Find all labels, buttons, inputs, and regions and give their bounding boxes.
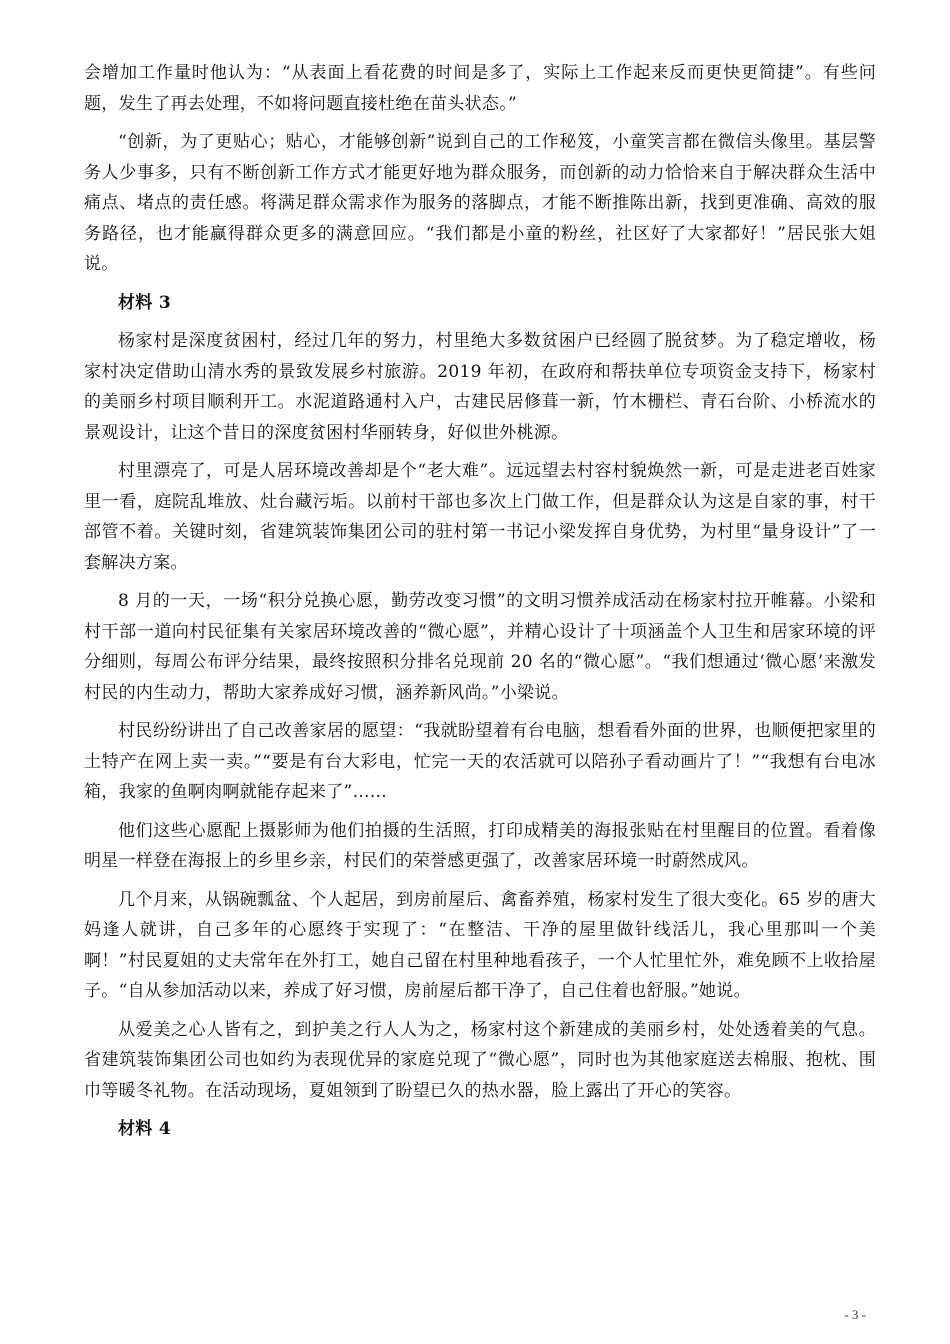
- section-heading-material-3: 材料 3: [118, 292, 171, 313]
- paragraph-9: 从爱美之心人皆有之，到护美之行人人为之，杨家村这个新建成的美丽乡村，处处透着美的气息。省建筑装饰集团公司也如约为表现优异的家庭兑现了“微心愿”，同时也为其他家庭送去棉服、抱枕、围巾等暖冬礼物。在活动现场，夏姐领到了盼望已久的热水器，脸上露出了开心的笑容。: [84, 1019, 876, 1101]
- paragraph-8: 几个月来，从锅碗瓢盆、个人起居，到房前屋后、禽畜养殖，杨家村发生了很大变化。65 岁的唐大妈逢人就讲，自己多年的心愿终于实现了：“在整洁、干净的屋里做针线活儿，我心里那叫一个美啊！”村民夏姐的丈夫常年在外打工，她自己留在村里种地看孩子，一个人忙里忙外，难免顾不上收拾屋子。“自从参加活动以来，养成了好习惯，房前屋后都干净了，自己住着也舒服。”她说。: [84, 889, 876, 1001]
- page-number: - 3 -: [844, 1307, 866, 1322]
- document-page: [84, 58, 876, 1153]
- paragraph-4: 村里漂亮了，可是人居环境改善却是个“老大难”。远远望去村容村貌焕然一新，可是走进老百姓家里一看，庭院乱堆放、灶台藏污垢。以前村干部也多次上门做工作，但是群众认为这是自家的事，村干部管不着。关键时刻，省建筑装饰集团公司的驻村第一书记小梁发挥自身优势，为村里“量身设计”了一套解决方案。: [84, 461, 876, 573]
- paragraph-2: “创新，为了更贴心；贴心，才能够创新”说到自己的工作秘笈，小童笑言都在微信头像里。基层警务人少事多，只有不断创新工作方式才能更好地为群众服务，而创新的动力恰恰来自于解决群众生活中痛点、堵点的责任感。将满足群众需求作为服务的落脚点，才能不断推陈出新，找到更准确、高效的服务路径，也才能赢得群众更多的满意回应。“我们都是小童的粉丝，社区好了大家都好！”居民张大姐说。: [84, 132, 876, 274]
- paragraph-6: 村民纷纷讲出了自己改善家居的愿望：“我就盼望着有台电脑，想看看外面的世界，也顺便把家里的土特产在网上卖一卖。”“要是有台大彩电，忙完一天的农活就可以陪孙子看动画片了！”“我想有台电冰箱，我家的鱼啊肉啊就能存起来了”……: [84, 721, 876, 802]
- section-heading-material-4: 材料 4: [118, 1119, 171, 1139]
- paragraph-5: 8 月的一天，一场“积分兑换心愿，勤劳改变习惯”的文明习惯养成活动在杨家村拉开帷幕。小梁和村干部一道向村民征集有关家居环境改善的“微心愿”，并精心设计了十项涵盖个人卫生和居家环境的评分细则，每周公布评分结果，最终按照积分排名兑现前 20 名的“微心愿”。“我们想通过‘微心愿’来激发村民的内生动力，帮助大家养成好习惯，涵养新风尚。”小梁说。: [84, 591, 876, 703]
- paragraph-7: 他们这些心愿配上摄影师为他们拍摄的生活照，打印成精美的海报张贴在村里醒目的位置。看着像明星一样登在海报上的乡里乡亲，村民们的荣誉感更强了，改善家居环境一时蔚然成风。: [84, 820, 876, 871]
- paragraph-1: 会增加工作量时他认为：“从表面上看花费的时间是多了，实际上工作起来反而更快更简捷”。有些问题，发生了再去处理，不如将问题直接杜绝在苗头状态。”: [84, 63, 876, 114]
- paragraph-3: 杨家村是深度贫困村，经过几年的努力，村里绝大多数贫困户已经圆了脱贫梦。为了稳定增收，杨家村决定借助山清水秀的景致发展乡村旅游。2019 年初，在政府和帮扶单位专项资金支持下，杨家村的美丽乡村项目顺利开工。水泥道路通村入户，古建民居修葺一新，竹木栅栏、青石台阶、小桥流水的景观设计，让这个昔日的深度贫困村华丽转身，好似世外桃源。: [84, 331, 876, 443]
